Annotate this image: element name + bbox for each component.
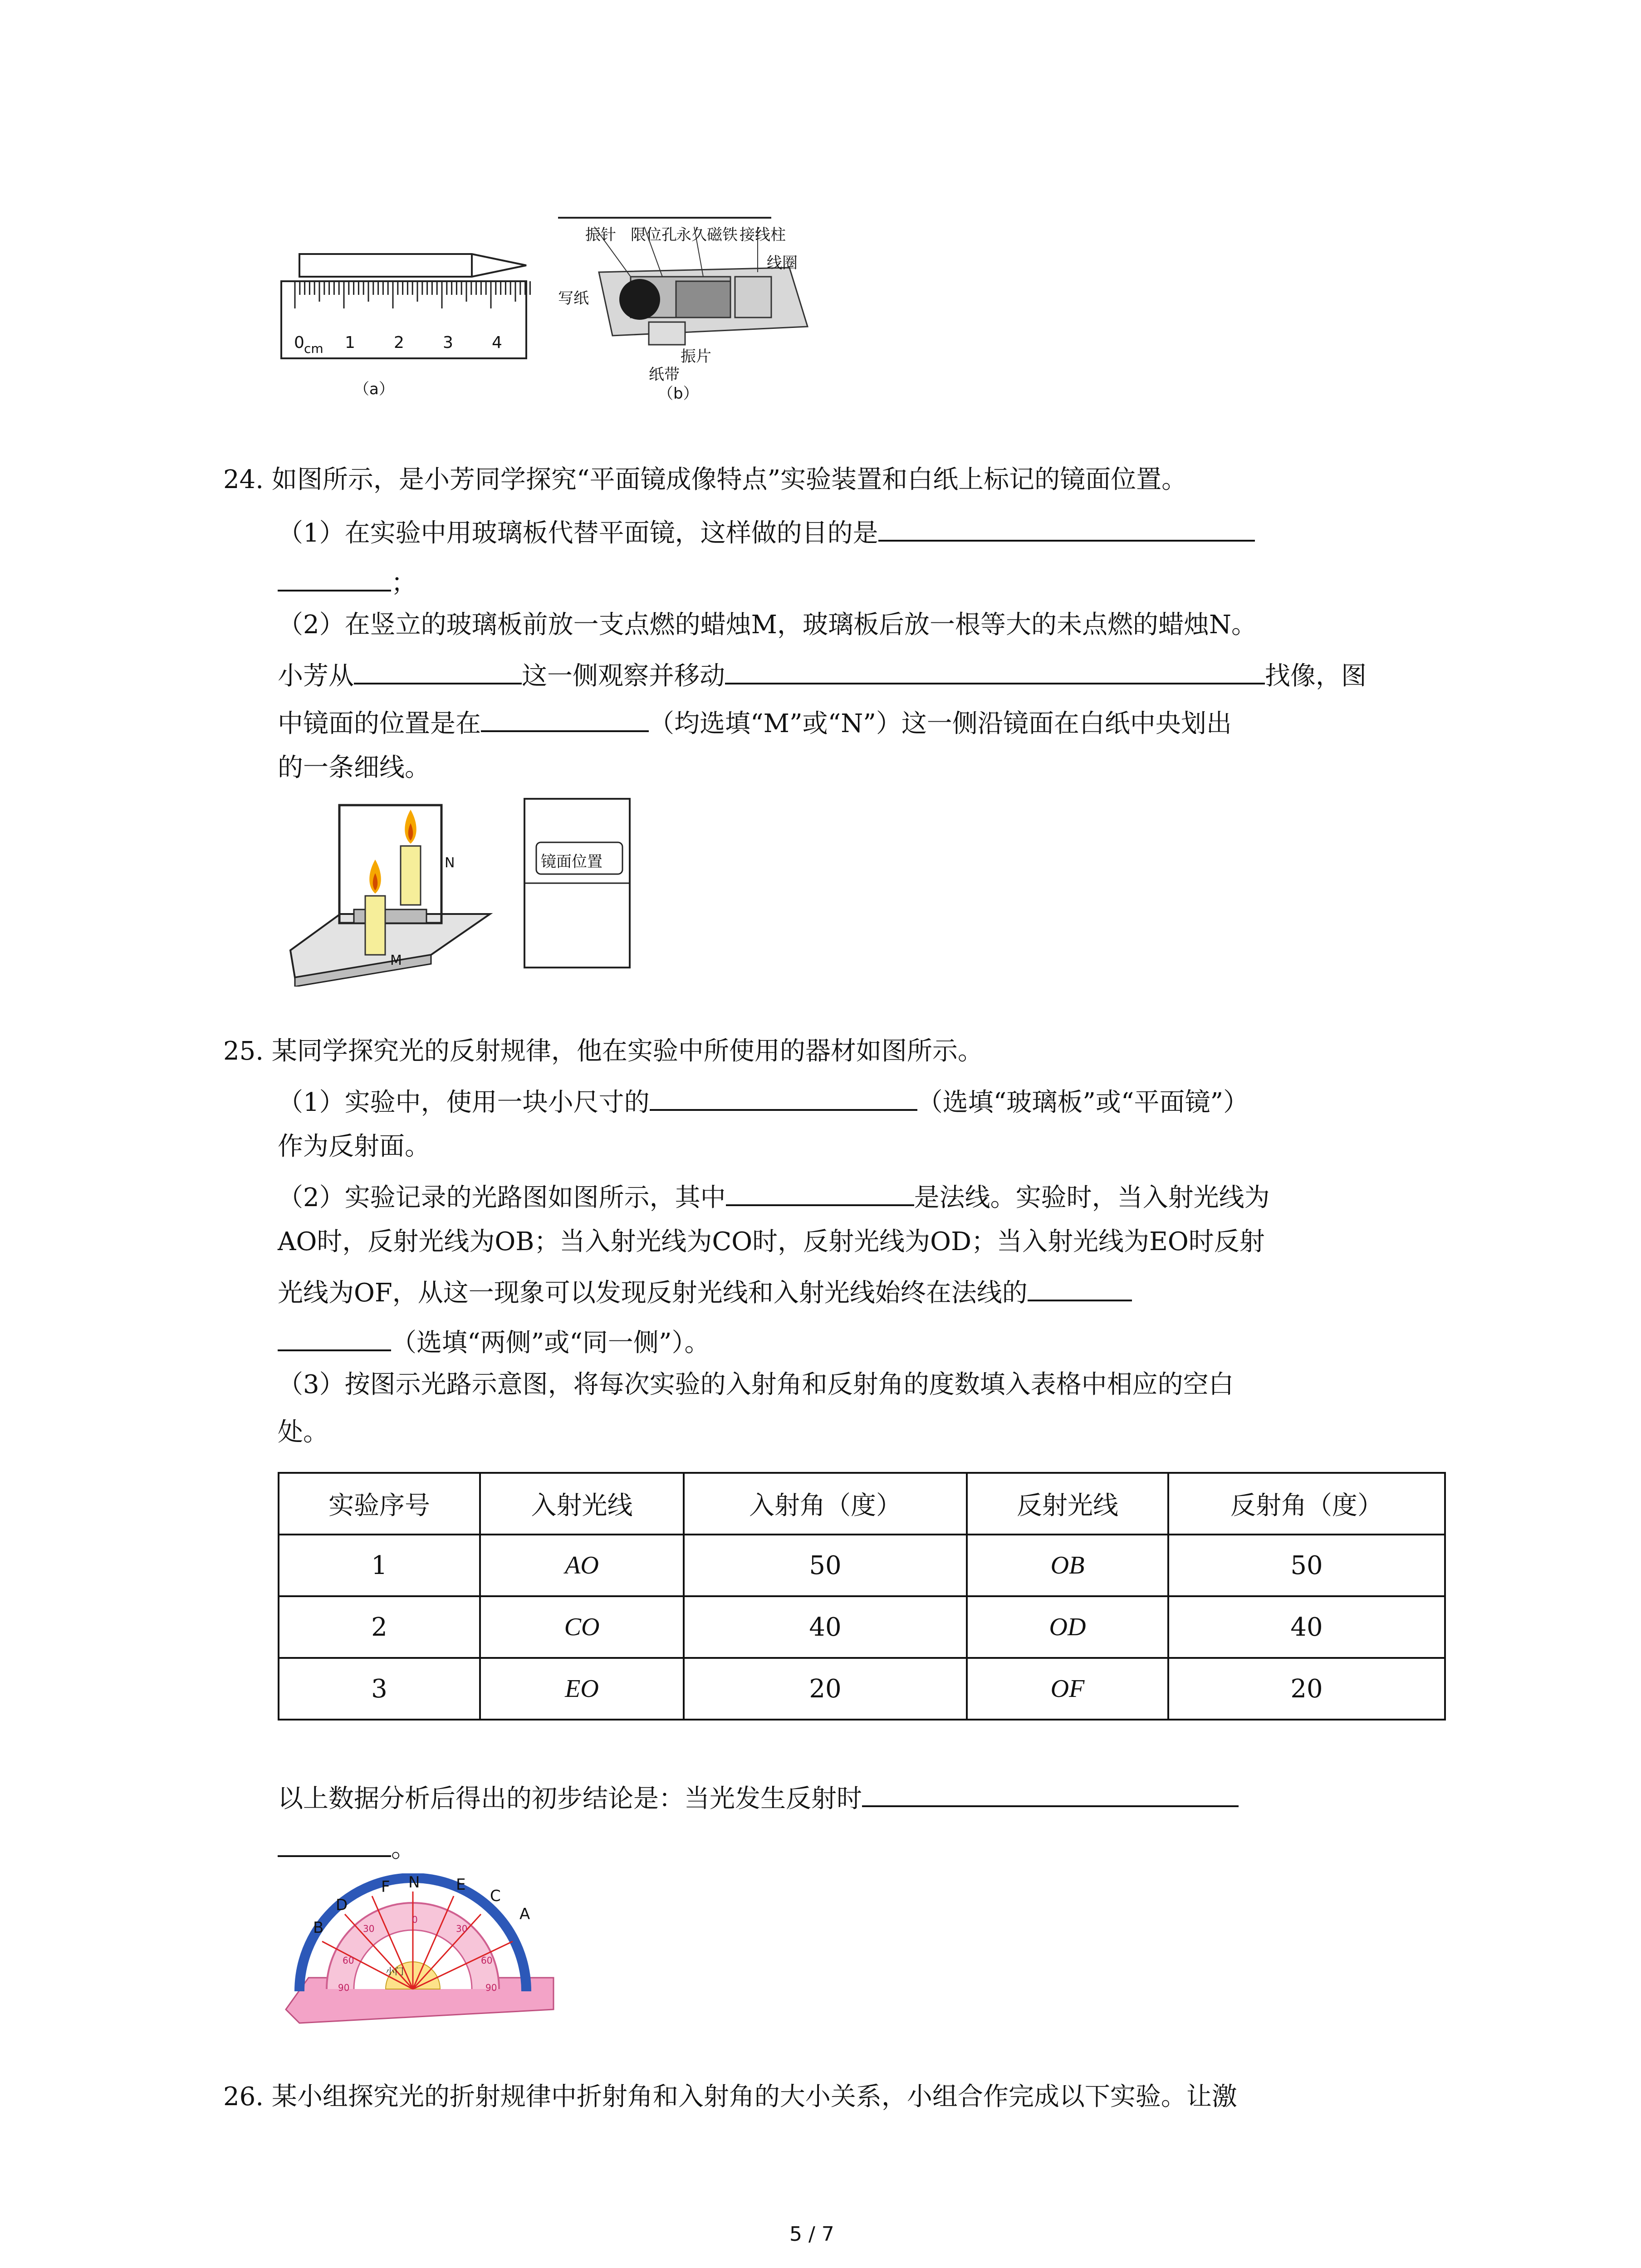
q25-part2-line4	[278, 1327, 710, 1356]
q24-line2-a: 小芳从	[278, 661, 354, 691]
q24-part2-line1	[278, 612, 1257, 638]
table-cell[interactable]: 50	[1168, 1535, 1445, 1596]
q25-conclusion-line1	[278, 1783, 1239, 1812]
q25-p2-a: （2）实验记录的光路图如图所示，其中	[278, 1183, 726, 1212]
q25-stem: 某同学探究光的反射规律，他在实验中所使用的器材如图所示。	[271, 1036, 983, 1066]
q24-part1-end: ；	[391, 568, 416, 598]
q25-point-c: C	[490, 1887, 501, 1905]
ruler-label-3: 3	[443, 333, 453, 352]
q25-answer-blank-2[interactable]	[726, 1182, 914, 1206]
q25-answer-blank-1[interactable]	[650, 1086, 917, 1111]
table-cell: CO	[480, 1596, 684, 1658]
timer-label-vibrating-plate: 振片	[681, 347, 711, 366]
q25-data-table	[278, 1472, 1446, 1721]
q24-part2-line3	[278, 708, 1232, 737]
table-header-cell: 反射光线	[967, 1473, 1168, 1535]
q24-answer-blank-2[interactable]	[354, 660, 522, 684]
q24-label-n: N	[445, 855, 455, 871]
q26-stem-line	[223, 2084, 1237, 2110]
table-cell[interactable]: 20	[1168, 1658, 1445, 1720]
q25-conclusion-end: 。	[391, 1834, 416, 1863]
q25-point-e: E	[456, 1876, 466, 1894]
q25-conclusion-line2	[278, 1833, 416, 1862]
q25-answer-blank-4-cont[interactable]	[278, 1833, 391, 1857]
table-header-cell: 入射光线	[480, 1473, 684, 1535]
table-header-row	[279, 1473, 1445, 1535]
q24-part2-text: （2）在竖立的玻璃板前放一支点燃的蜡烛M，玻璃板后放一根等大的未点燃的蜡烛N。	[278, 610, 1257, 640]
q25-point-b: B	[313, 1919, 324, 1937]
q24-part2-line2	[278, 660, 1367, 689]
table-header-cell: 反射角（度）	[1168, 1473, 1445, 1535]
page-number: 5 / 7	[789, 2223, 834, 2246]
q24-part1	[278, 517, 1255, 546]
q25-p2-line2: AO时，反射光线为OB；当入射光线为CO时，反射光线为OD；当入射光线为EO时反射	[278, 1227, 1265, 1256]
q25-part2-line3	[278, 1277, 1132, 1306]
table-cell: 1	[279, 1535, 480, 1596]
q24-line3-a: 中镜面的位置是在	[278, 709, 481, 738]
table-header-cell: 入射角（度）	[684, 1473, 967, 1535]
table-cell[interactable]: 40	[1168, 1596, 1445, 1658]
q25-scale-30-right: 30	[456, 1923, 468, 1934]
q24-stem: 如图所示，是小芳同学探究“平面镜成像特点”实验装置和白纸上标记的镜面位置。	[271, 465, 1187, 494]
q25-answer-blank-4[interactable]	[862, 1783, 1239, 1807]
table-cell[interactable]: 50	[684, 1535, 967, 1596]
q25-part3-line1	[278, 1372, 1234, 1398]
q25-reflection-figure	[281, 1873, 572, 2028]
q24-answer-blank-3[interactable]	[725, 660, 1265, 684]
ticker-timer-figure	[544, 209, 826, 408]
q25-p1-a: （1）实验中，使用一块小尺寸的	[278, 1088, 650, 1117]
timer-caption: （b）	[658, 385, 699, 403]
q26-stem: 某小组探究光的折射规律中折射角和入射角的大小关系，小组合作完成以下实验。让激	[271, 2082, 1237, 2112]
q25-point-f: F	[381, 1878, 390, 1896]
q25-answer-blank-3[interactable]	[1028, 1277, 1132, 1301]
q25-scale-90-left: 90	[338, 1982, 350, 1993]
q25-point-d: D	[336, 1896, 348, 1914]
q24-part2-line4	[278, 755, 430, 781]
ruler-label-1: 1	[345, 333, 355, 352]
timer-label-magnet: 永久磁铁	[676, 226, 738, 244]
table-cell: OD	[967, 1596, 1168, 1658]
q25-p3-line2: 处。	[278, 1418, 328, 1447]
table-cell: 2	[279, 1596, 480, 1658]
q24-line3-b: （均选填“M”或“N”）这一侧沿镜面在白纸中央划出	[649, 709, 1232, 738]
q25-p2-line4: （选填“两侧”或“同一侧”）。	[391, 1328, 710, 1358]
q25-part1-line2	[278, 1134, 430, 1159]
table-row	[279, 1535, 1445, 1596]
table-header-cell: 实验序号	[279, 1473, 480, 1535]
q25-scale-0: 0	[412, 1914, 418, 1925]
table-cell: EO	[480, 1658, 684, 1720]
q25-p2-line3: 光线为OF，从这一现象可以发现反射光线和入射光线始终在法线的	[278, 1278, 1028, 1308]
timer-label-terminal: 接线柱	[740, 226, 786, 244]
q24-line2-b: 这一侧观察并移动	[522, 661, 725, 691]
table-cell: 3	[279, 1658, 480, 1720]
q24-number: 24.	[223, 465, 264, 494]
timer-label-tape: 纸带	[649, 366, 680, 384]
q24-line2-c: 找像，图	[1265, 661, 1367, 691]
q25-p2-b: 是法线。实验时，当入射光线为	[914, 1183, 1270, 1212]
q25-stem-line	[223, 1036, 983, 1066]
q26-number: 26.	[223, 2082, 264, 2112]
table-row	[279, 1658, 1445, 1720]
q25-conclusion: 以上数据分析后得出的初步结论是：当光发生反射时	[278, 1784, 862, 1813]
q25-scale-60-left: 60	[343, 1955, 354, 1966]
ruler-figure	[272, 245, 544, 404]
ruler-label-2: 2	[394, 333, 404, 352]
timer-label-coil: 线圈	[767, 254, 798, 272]
q24-answer-blank-1-cont[interactable]	[278, 567, 391, 591]
q25-part1-line1	[278, 1086, 1249, 1115]
q25-plate-label: 小门	[386, 1966, 404, 1977]
q24-answer-blank-4[interactable]	[481, 708, 649, 732]
q25-scale-30-left: 30	[363, 1923, 375, 1934]
table-row	[279, 1596, 1445, 1658]
q25-p1-b: （选填“玻璃板”或“平面镜”）	[917, 1088, 1249, 1117]
q25-scale-60-right: 60	[481, 1955, 493, 1966]
q25-answer-blank-3-cont[interactable]	[278, 1327, 391, 1351]
q25-number: 25.	[223, 1036, 264, 1066]
q24-part1-cont	[278, 567, 416, 596]
ruler-label-cm: cm	[304, 341, 323, 356]
q24-stem-line	[223, 467, 1187, 493]
q25-p1-line2: 作为反射面。	[278, 1132, 430, 1161]
table-cell[interactable]: 40	[684, 1596, 967, 1658]
timer-label-carbon-paper: 写纸	[558, 289, 589, 308]
q25-p3-line1: （3）按图示光路示意图，将每次实验的入射角和反射角的度数填入表格中相应的空白	[278, 1370, 1234, 1399]
q24-candle-figure	[281, 796, 554, 987]
q25-scale-90-right: 90	[485, 1982, 497, 1993]
ruler-label-0: 0	[294, 333, 304, 352]
q25-part3-line2	[278, 1420, 328, 1445]
ruler-label-4: 4	[492, 333, 502, 352]
table-cell: AO	[480, 1535, 684, 1596]
table-cell: OB	[967, 1535, 1168, 1596]
table-cell: OF	[967, 1658, 1168, 1720]
q24-part1-text: （1）在实验中用玻璃板代替平面镜，这样做的目的是	[278, 518, 878, 548]
q25-part2-line2	[278, 1229, 1265, 1255]
q25-part2-line1	[278, 1182, 1270, 1211]
table-cell[interactable]: 20	[684, 1658, 967, 1720]
timer-label-limit-hole: 限位孔	[631, 226, 677, 244]
timer-label-needle: 振针	[585, 226, 616, 244]
q24-answer-blank-1[interactable]	[878, 517, 1255, 542]
q24-mirror-label: 镜面位置	[541, 853, 603, 871]
q25-point-a: A	[519, 1905, 530, 1923]
q24-label-m: M	[390, 953, 402, 968]
ruler-caption: （a）	[354, 380, 394, 398]
q24-mirror-position-figure	[523, 797, 632, 969]
q24-line4: 的一条细线。	[278, 753, 430, 782]
q25-point-n: N	[408, 1873, 420, 1892]
